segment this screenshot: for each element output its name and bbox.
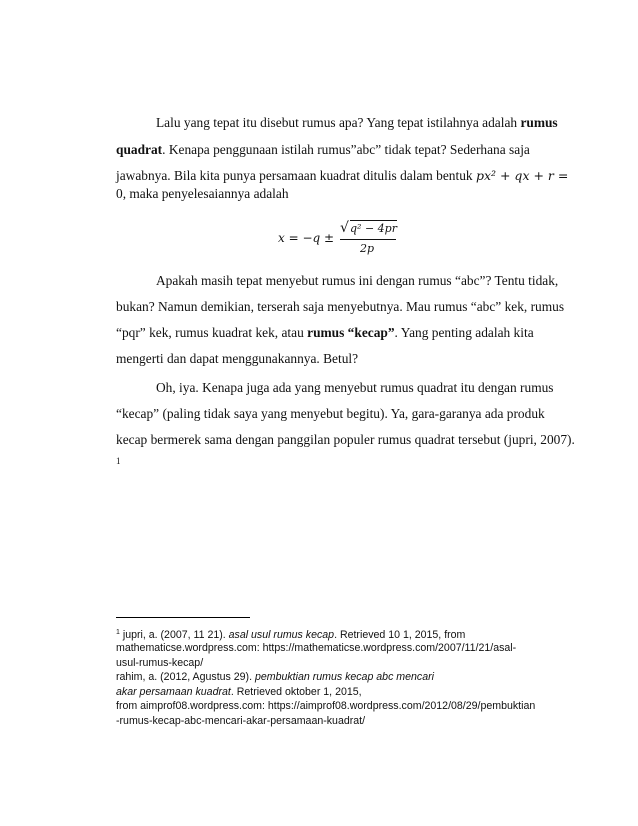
sqrt-symbol: √ <box>340 220 349 236</box>
para3-text: “kecap” (paling tidak saya yang menyebut begitu). Ya, gara-garanya ada produk <box>116 406 545 421</box>
para2-text: Apakah masih tepat menyebut rumus ini dengan rumus “abc”? Tentu tidak, <box>156 273 559 288</box>
footnote-title: asal usul rumus kecap <box>228 629 335 641</box>
para1-text: . Kenapa penggunaan istilah rumus”abc” tidak tepat? Sederhana saja <box>162 142 530 157</box>
para1-text: jawabnya. Bila kita punya persamaan kuadrat ditulis dalam bentuk <box>116 168 476 183</box>
footnote-text: rahim, a. (2012, Agustus 29). <box>116 671 255 683</box>
footnote-line2 <box>116 641 526 656</box>
footnote-line5 <box>116 685 526 700</box>
footnote-marker: 1 <box>116 456 121 466</box>
footnote-line4 <box>116 670 526 685</box>
footnote-link[interactable]: mathematicse.wordpress.com: https://mathematicse.wordpress.com/2007/11/21/asal- <box>116 642 517 654</box>
footnote-title: akar persamaan kuadrat <box>116 686 231 698</box>
para2-text: . Yang penting adalah kita <box>394 325 534 340</box>
formula-lhs: x = −q ± <box>278 231 335 245</box>
footnote-title: pembuktian rumus kecap abc mencari <box>254 671 434 683</box>
footnote-line6 <box>116 699 536 714</box>
para1-line3 <box>116 167 569 185</box>
footnote-line3 <box>116 656 526 671</box>
para3-text: kecap bermerek sama dengan panggilan populer rumus quadrat tersebut (jupri, 2007). <box>116 432 575 447</box>
footnote-text: . Retrieved 10 1, 2015, from <box>334 629 466 641</box>
para2-line4 <box>116 350 523 368</box>
para3-text: Oh, iya. Kenapa juga ada yang menyebut rumus quadrat itu dengan rumus <box>156 380 554 395</box>
para1-bold-rumus: rumus <box>520 115 558 130</box>
para3-line1 <box>116 379 554 397</box>
footnote-text: jupri, a. (2007, 11 21). <box>119 629 229 641</box>
para1-bold-quadrat: quadrat <box>116 142 163 157</box>
fraction-bar <box>340 239 396 240</box>
para3-line2 <box>116 405 545 423</box>
para2-text: “pqr” kek, rumus kuadrat kek, atau <box>116 325 308 340</box>
para2-line3 <box>116 324 534 342</box>
formula-denominator: 2p <box>360 242 375 255</box>
formula-numerator: q² − 4pr <box>350 222 397 235</box>
quadratic-formula <box>278 220 398 260</box>
para2-line1 <box>116 272 559 290</box>
inline-equation: px² + qx + r = <box>475 168 569 183</box>
footnote-link[interactable]: usul-rumus-kecap/ <box>116 657 204 669</box>
para3-line3 <box>116 431 575 449</box>
footnote-link[interactable]: -rumus-kecap-abc-mencari-akar-persamaan-kuadrat/ <box>116 715 366 727</box>
para1-text: Lalu yang tepat itu disebut rumus apa? Yang tepat istilahnya adalah <box>156 115 521 130</box>
para1-line2 <box>116 141 530 159</box>
footnote-separator <box>116 617 250 618</box>
para1-line1 <box>116 114 558 132</box>
footnote-line7 <box>116 714 526 729</box>
para2-line2 <box>116 298 565 316</box>
footnote-link[interactable]: from aimprof08.wordpress.com: https://aimprof08.wordpress.com/2012/08/29/pembuktian <box>116 700 536 712</box>
para1-line4 <box>116 185 523 203</box>
para2-text: mengerti dan dapat menggunakannya. Betul? <box>116 351 359 366</box>
footnote-number: 1 <box>116 629 120 636</box>
footnote-text: . Retrieved oktober 1, 2015, <box>230 686 362 698</box>
para2-bold-kecap: rumus “kecap” <box>307 325 395 340</box>
para1-text: 0, maka penyelesaiannya adalah <box>116 186 289 201</box>
para2-text: bukan? Namun demikian, terserah saja menyebutnya. Mau rumus “abc” kek, rumus <box>116 299 565 314</box>
